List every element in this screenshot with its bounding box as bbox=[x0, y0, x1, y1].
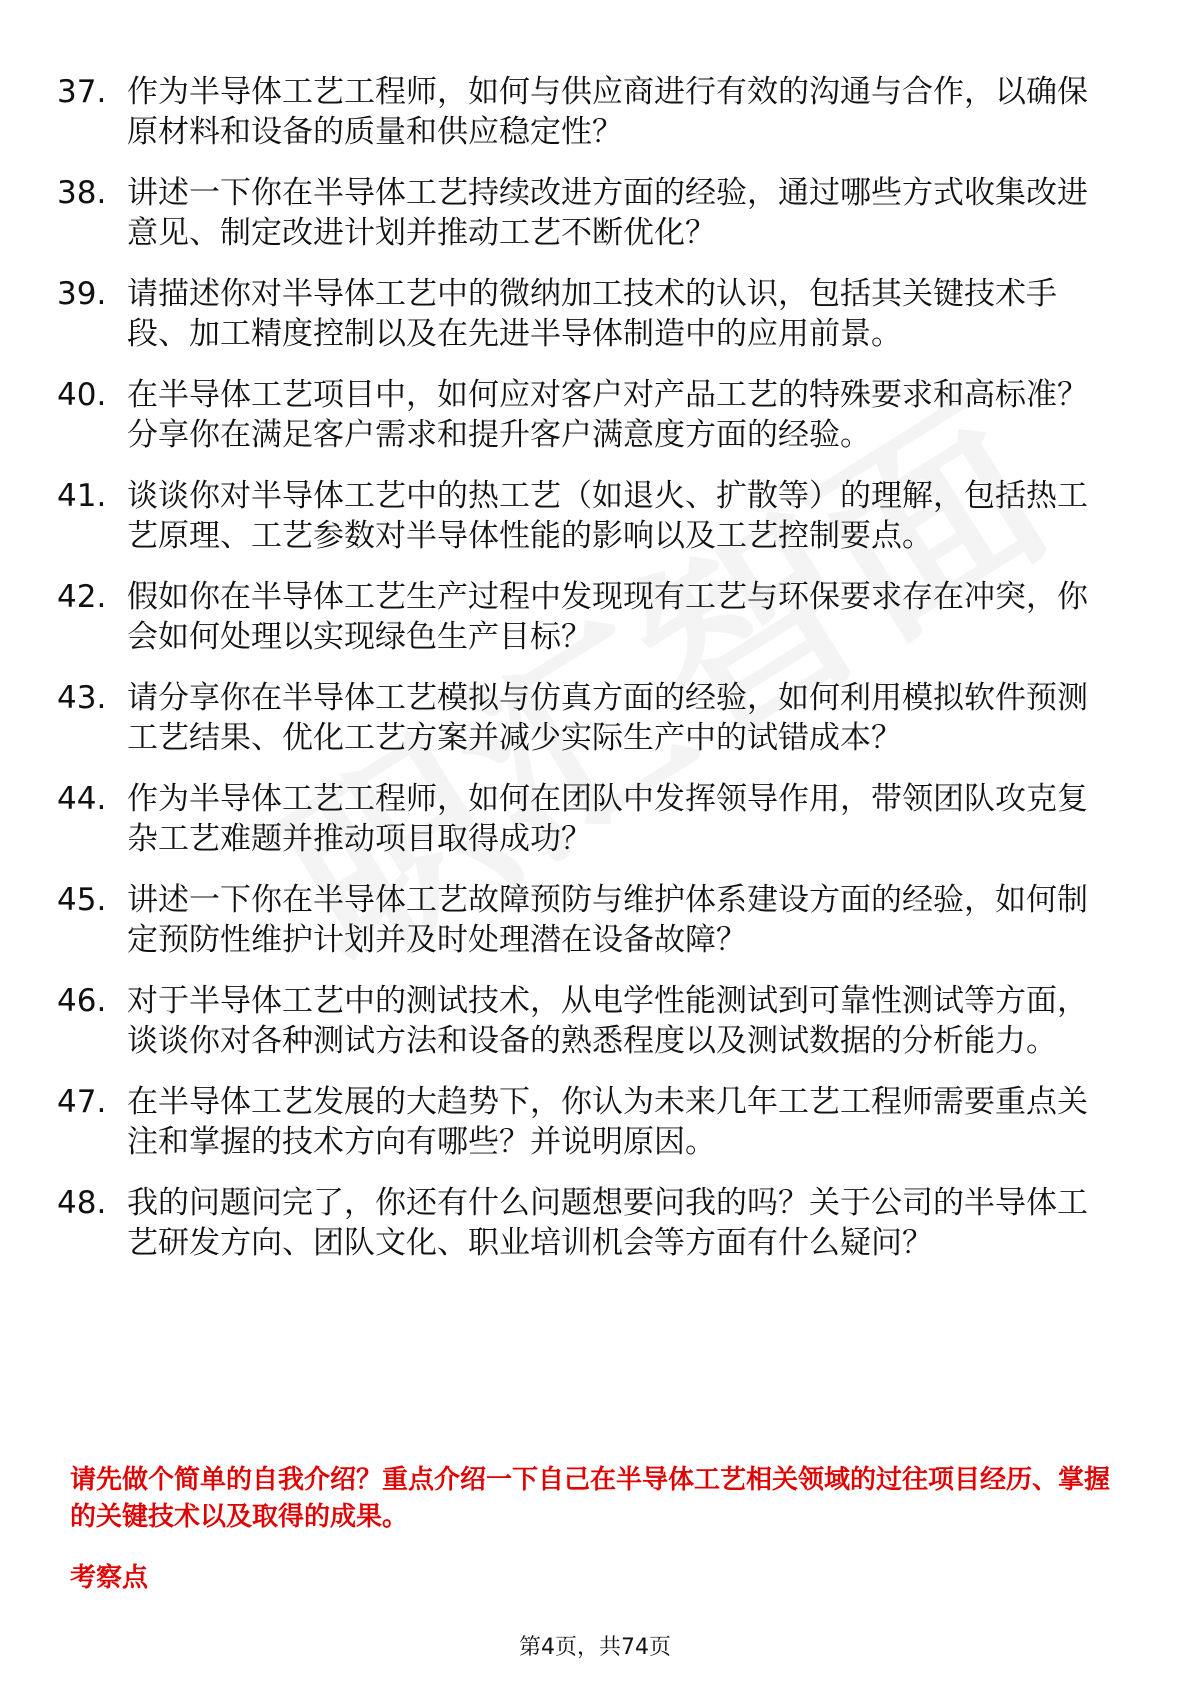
question-number: 43. bbox=[57, 680, 107, 716]
question-item bbox=[0, 173, 1190, 253]
question-text: 请分享你在半导体工艺模拟与仿真方面的经验，如何利用模拟软件预测工艺结果、优化工艺方案并减少实际生产中的试错成本？ bbox=[127, 680, 1088, 756]
question-text: 请描述你对半导体工艺中的微纳加工技术的认识，包括其关键技术手段、加工精度控制以及在先进半导体制造中的应用前景。 bbox=[127, 276, 1057, 352]
question-text: 在半导体工艺发展的大趋势下，你认为未来几年工艺工程师需要重点关注和掌握的技术方向有哪些？并说明原因。 bbox=[127, 1084, 1088, 1160]
question-number: 45. bbox=[57, 882, 107, 918]
question-item bbox=[0, 476, 1190, 556]
question-item bbox=[0, 880, 1190, 960]
question-text: 作为半导体工艺工程师，如何与供应商进行有效的沟通与合作，以确保原材料和设备的质量和供应稳定性？ bbox=[127, 74, 1088, 150]
question-number: 37. bbox=[57, 74, 107, 110]
question-item bbox=[0, 1183, 1190, 1263]
question-number: 41. bbox=[57, 478, 107, 514]
question-item bbox=[0, 375, 1190, 455]
question-item bbox=[0, 577, 1190, 657]
section-title: 考察点 bbox=[70, 1563, 149, 1593]
question-text: 对于半导体工艺中的测试技术，从电学性能测试到可靠性测试等方面，谈谈你对各种测试方法和设备的熟悉程度以及测试数据的分析能力。 bbox=[127, 983, 1088, 1059]
question-item bbox=[0, 981, 1190, 1061]
question-text: 讲述一下你在半导体工艺持续改进方面的经验，通过哪些方式收集改进意见、制定改进计划并推动工艺不断优化？ bbox=[127, 175, 1088, 251]
question-text: 作为半导体工艺工程师，如何在团队中发挥领导作用，带领团队攻克复杂工艺难题并推动项目取得成功？ bbox=[127, 781, 1088, 857]
question-number: 42. bbox=[57, 579, 107, 615]
question-number: 44. bbox=[57, 781, 107, 817]
question-text: 在半导体工艺项目中，如何应对客户对产品工艺的特殊要求和高标准？分享你在满足客户需求和提升客户满意度方面的经验。 bbox=[127, 377, 1088, 453]
question-item bbox=[0, 678, 1190, 758]
question-number: 47. bbox=[57, 1084, 107, 1120]
question-text: 我的问题问完了，你还有什么问题想要问我的吗？关于公司的半导体工艺研发方向、团队文化、职业培训机会等方面有什么疑问？ bbox=[127, 1185, 1088, 1261]
intro-question: 请先做个简单的自我介绍？重点介绍一下自己在半导体工艺相关领域的过往项目经历、掌握的关键技术以及取得的成果。 bbox=[70, 1465, 1111, 1532]
question-number: 38. bbox=[57, 175, 107, 211]
question-text: 讲述一下你在半导体工艺故障预防与维护体系建设方面的经验，如何制定预防性维护计划并及时处理潜在设备故障？ bbox=[127, 882, 1088, 958]
question-item bbox=[0, 1082, 1190, 1162]
question-list bbox=[0, 72, 1190, 1284]
question-number: 39. bbox=[57, 276, 107, 312]
question-text: 假如你在半导体工艺生产过程中发现现有工艺与环保要求存在冲突，你会如何处理以实现绿色生产目标？ bbox=[127, 579, 1088, 655]
question-text: 谈谈你对半导体工艺中的热工艺（如退火、扩散等）的理解，包括热工艺原理、工艺参数对半导体性能的影响以及工艺控制要点。 bbox=[127, 478, 1088, 554]
question-item bbox=[0, 72, 1190, 152]
question-number: 48. bbox=[57, 1185, 107, 1221]
page-footer: 第4页，共74页 bbox=[519, 1635, 671, 1660]
question-number: 46. bbox=[57, 983, 107, 1019]
question-item bbox=[0, 779, 1190, 859]
question-item bbox=[0, 274, 1190, 354]
question-number: 40. bbox=[57, 377, 107, 413]
